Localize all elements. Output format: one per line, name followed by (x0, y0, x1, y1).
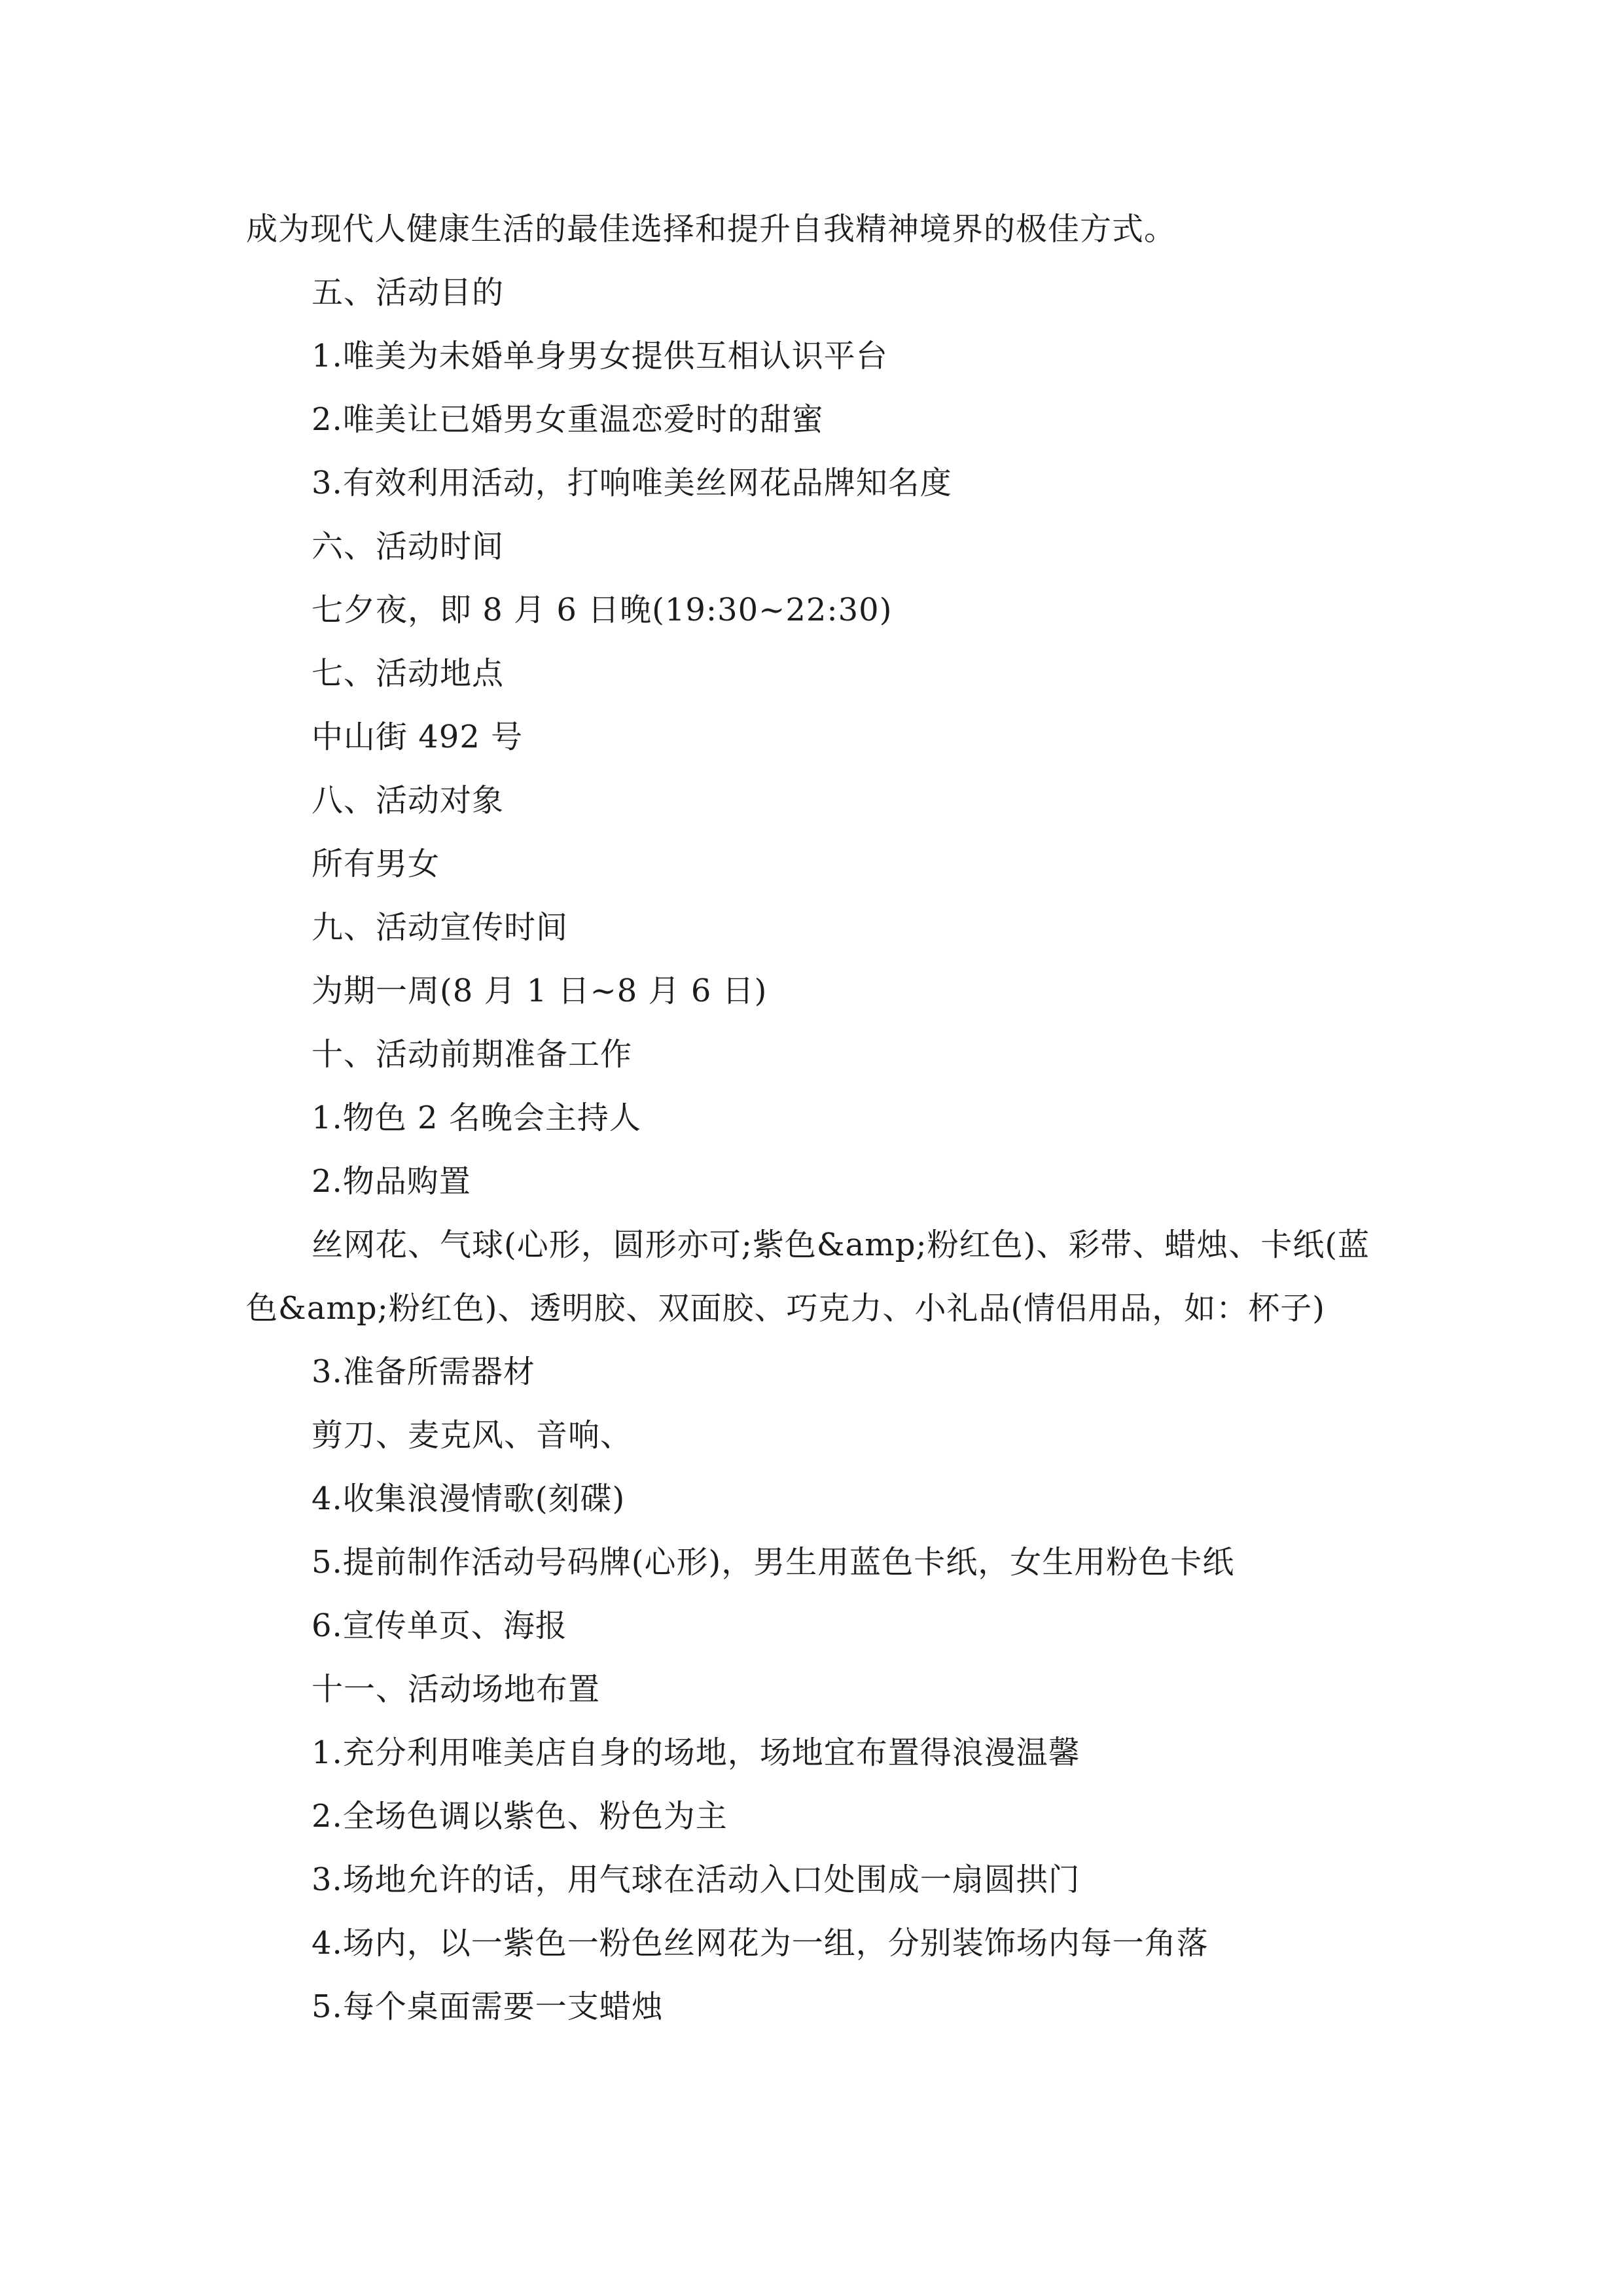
section-heading-preparation: 十、活动前期准备工作 (312, 1036, 633, 1073)
list-item: 3.场地允许的话，用气球在活动入口处围成一扇圆拱门 (312, 1861, 1080, 1898)
list-item: 1.唯美为未婚单身男女提供互相认识平台 (312, 338, 888, 374)
body-text: 丝网花、气球(心形，圆形亦可;紫色&amp;粉红色)、彩带、蜡烛、卡纸(蓝 (312, 1227, 1370, 1263)
list-item: 3.准备所需器材 (312, 1354, 535, 1390)
section-heading-audience: 八、活动对象 (312, 782, 505, 819)
list-item: 1.物色 2 名晚会主持人 (312, 1100, 641, 1136)
list-item: 2.唯美让已婚男女重温恋爱时的甜蜜 (312, 401, 824, 438)
section-heading-venue-layout: 十一、活动场地布置 (312, 1671, 601, 1708)
body-text: 为期一周(8 月 1 日~8 月 6 日) (312, 973, 768, 1009)
section-heading-location: 七、活动地点 (312, 655, 505, 692)
list-item: 5.每个桌面需要一支蜡烛 (312, 1988, 664, 2025)
paragraph-continuation: 成为现代人健康生活的最佳选择和提升自我精神境界的极佳方式。 (246, 211, 1177, 247)
body-text: 七夕夜，即 8 月 6 日晚(19:30~22:30) (312, 592, 893, 628)
section-heading-time: 六、活动时间 (312, 528, 505, 565)
section-heading-promotion-time: 九、活动宣传时间 (312, 909, 569, 946)
list-item: 6.宣传单页、海报 (312, 1607, 567, 1644)
section-heading-purpose: 五、活动目的 (312, 274, 505, 311)
list-item: 4.场内，以一紫色一粉色丝网花为一组，分别装饰场内每一角落 (312, 1925, 1209, 1962)
list-item: 2.物品购置 (312, 1163, 471, 1200)
list-item: 4.收集浪漫情歌(刻碟) (312, 1480, 626, 1517)
body-text-continuation: 色&amp;粉红色)、透明胶、双面胶、巧克力、小礼品(情侣用品，如：杯子) (246, 1290, 1325, 1327)
list-item: 1.充分利用唯美店自身的场地，场地宜布置得浪漫温馨 (312, 1734, 1080, 1771)
list-item: 5.提前制作活动号码牌(心形)，男生用蓝色卡纸，女生用粉色卡纸 (312, 1544, 1235, 1581)
body-text: 剪刀、麦克风、音响、 (312, 1417, 633, 1454)
body-text: 中山街 492 号 (312, 719, 524, 755)
list-item: 3.有效利用活动，打响唯美丝网花品牌知名度 (312, 465, 952, 501)
list-item: 2.全场色调以紫色、粉色为主 (312, 1798, 728, 1835)
body-text: 所有男女 (312, 846, 440, 882)
